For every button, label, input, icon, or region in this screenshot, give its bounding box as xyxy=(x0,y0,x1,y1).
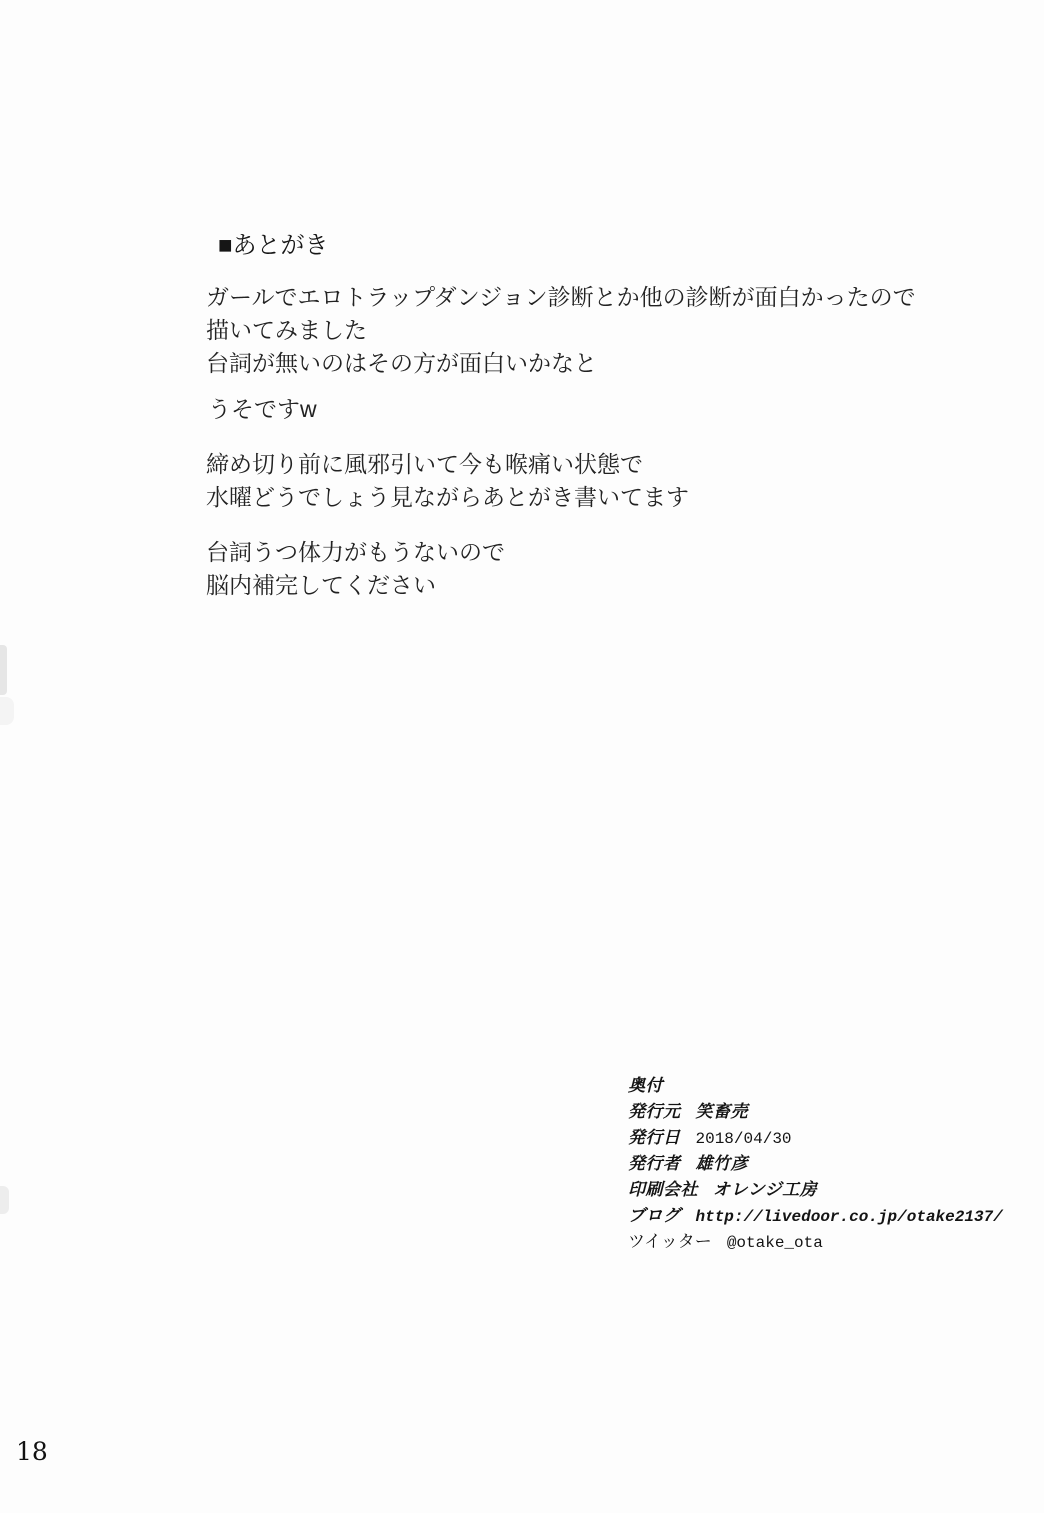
afterword-paragraph-4 xyxy=(206,536,505,602)
afterword-text-line: ガールでエロトラップダンジョン診断とか他の診断が面白かったので xyxy=(206,284,916,310)
colophon-label-author: 発行者 xyxy=(628,1154,681,1173)
afterword-text-line: 台詞うつ体力がもうないので xyxy=(206,539,505,565)
colophon-value-printer: オレンジ工房 xyxy=(713,1180,818,1199)
colophon-row-author xyxy=(628,1151,1003,1177)
afterword-text-line: 描いてみました xyxy=(206,317,367,343)
colophon-row-publisher-circle xyxy=(628,1099,1003,1125)
colophon-value-publisher-circle: 笑畜売 xyxy=(695,1102,748,1121)
colophon-label-blog: ブログ xyxy=(628,1206,681,1225)
scan-artifact xyxy=(0,1186,9,1214)
colophon-value-publication-date: 2018/04/30 xyxy=(695,1130,792,1148)
afterword-text-line: 水曜どうでしょう見ながらあとがき書いてます xyxy=(206,484,689,510)
colophon-label-twitter: ツイッター xyxy=(628,1232,712,1251)
colophon-row-blog xyxy=(628,1203,1003,1229)
page-number: 18 xyxy=(16,1437,48,1466)
colophon-title: 奥付 xyxy=(628,1076,663,1095)
afterword-heading: ■あとがき xyxy=(218,232,329,259)
afterword-paragraph-1 xyxy=(206,281,916,380)
afterword-paragraph-2 xyxy=(208,393,317,426)
colophon-row-publication-date xyxy=(628,1125,1003,1151)
afterword-text-line: 締め切り前に風邪引いて今も喉痛い状態で xyxy=(206,451,643,477)
colophon-value-blog-url: http://livedoor.co.jp/otake2137/ xyxy=(695,1208,1003,1226)
afterword-text-line: 台詞が無いのはその方が面白いかなと xyxy=(206,350,597,376)
colophon-value-twitter-handle: @otake_ota xyxy=(726,1234,823,1252)
scan-artifact xyxy=(0,645,7,695)
colophon-label-publisher-circle: 発行元 xyxy=(628,1102,681,1121)
colophon-section xyxy=(628,1073,1003,1255)
afterword-text-line: うそですw xyxy=(208,396,317,422)
colophon-value-author: 雄竹彦 xyxy=(695,1154,748,1173)
colophon-row-printer xyxy=(628,1177,1003,1203)
afterword-text-line: 脳内補完してください xyxy=(206,572,436,598)
colophon-label-printer: 印刷会社 xyxy=(628,1180,698,1199)
colophon-label-publication-date: 発行日 xyxy=(628,1128,681,1147)
colophon-row-twitter xyxy=(628,1229,1003,1255)
afterword-paragraph-3 xyxy=(206,448,689,514)
